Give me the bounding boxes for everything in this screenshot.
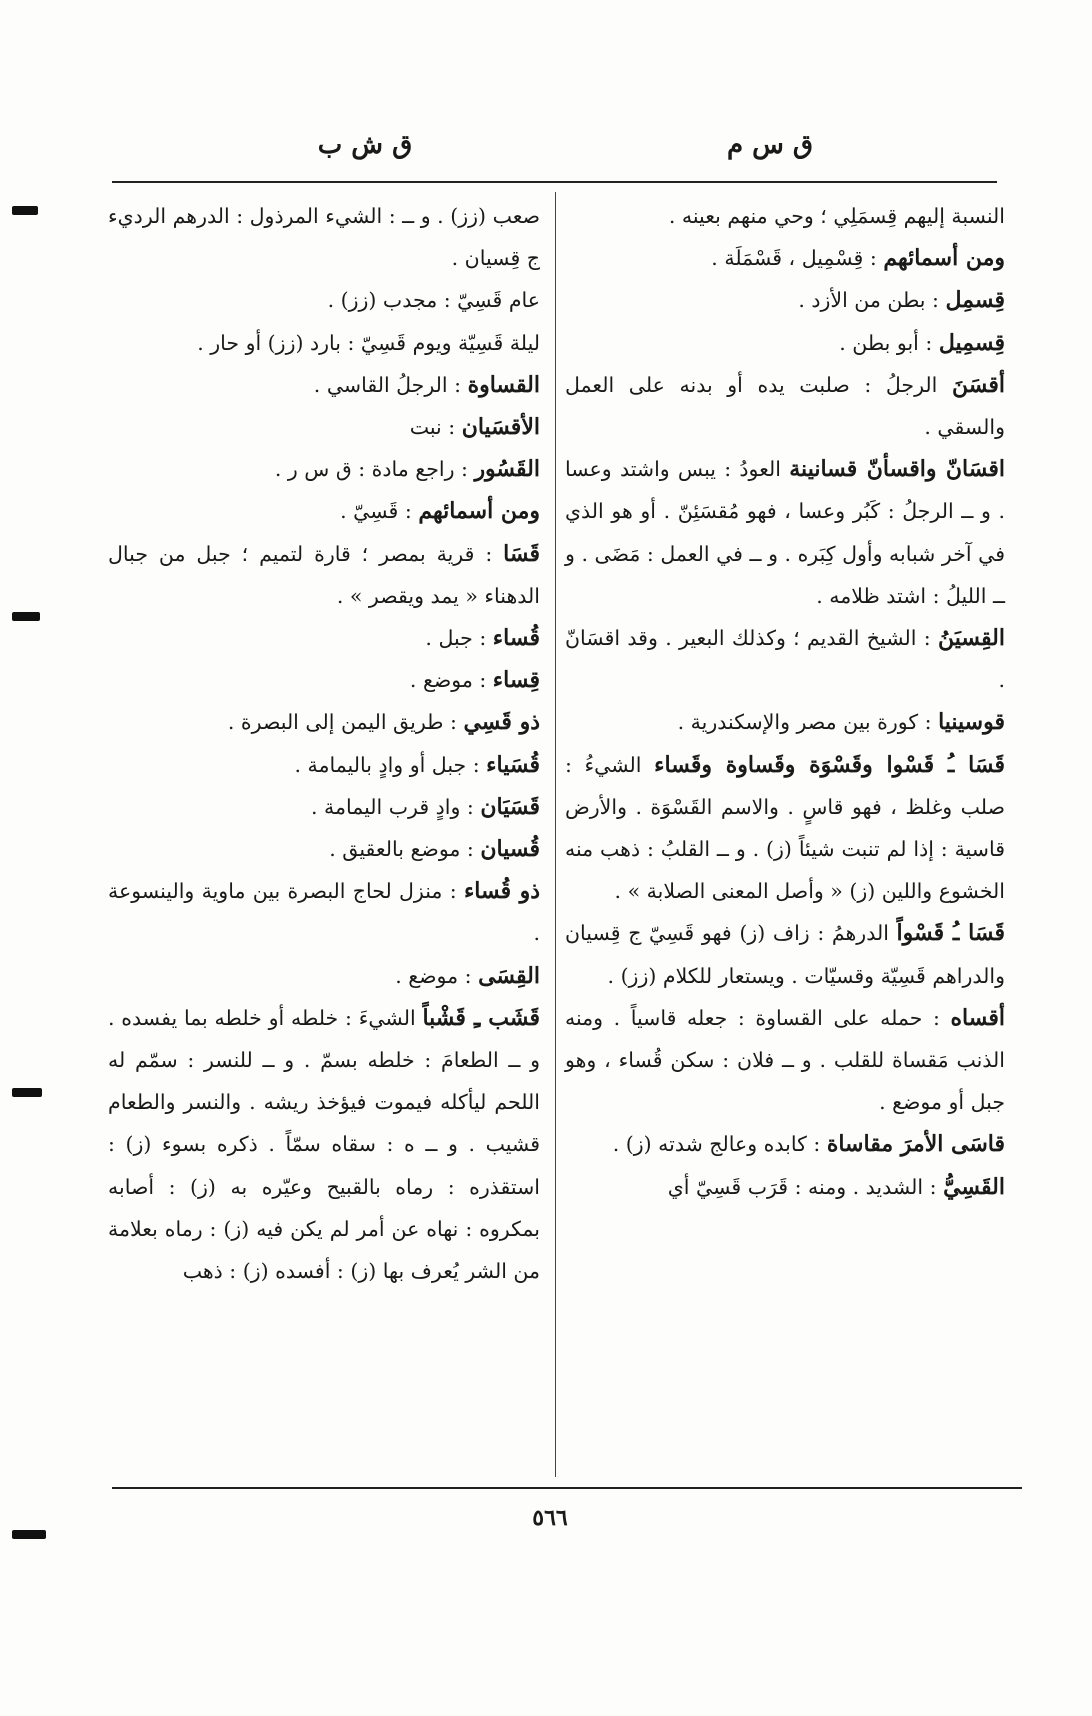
entry-headword: ومن أسمائهم (418, 498, 540, 525)
left-column (108, 195, 540, 1292)
dictionary-entry (565, 701, 1005, 743)
dictionary-entry (108, 406, 540, 448)
right-column (565, 195, 1005, 1208)
entry-headword: الأقسَيان (461, 414, 540, 441)
entry-headword: قوسينيا (938, 709, 1005, 736)
entry-definition: الدرهمُ : زاف (ز) فهو قَسِيّ ج قِسيان والدراهم قَسِيّة وقسيّات . ويستعار للكلام (زز) . (565, 921, 1005, 988)
dictionary-entry (565, 448, 1005, 617)
dictionary-entry (108, 490, 540, 532)
entry-headword: أقسَنَ (951, 371, 1005, 398)
dictionary-entry (108, 533, 540, 617)
entry-definition: : الشديد . ومنه : قَرَب قَسِيّ أي (667, 1174, 937, 1199)
footer-rule (112, 1487, 1022, 1489)
dictionary-entry (108, 828, 540, 870)
entry-definition: : كابده وعالج شدته (ز) . (612, 1132, 821, 1157)
dictionary-entry (565, 912, 1005, 996)
scan-margin-mark (12, 612, 40, 621)
entry-headword: ومن أسمائهم (883, 245, 1005, 272)
entry-definition: : قَسِيّ . (340, 499, 412, 524)
entry-definition: : كورة بين مصر والإسكندرية . (677, 710, 932, 735)
entry-definition: : جبل أو وادٍ باليمامة . (294, 752, 480, 777)
scan-margin-mark (12, 1530, 46, 1539)
dictionary-entry (108, 744, 540, 786)
entry-definition: صعب (زز) . و ــ : الشيء المرذول : الدرهم الرديء ج قِسيان . (108, 204, 540, 271)
entry-definition: عام قَسِيّ : مجدب (زز) . (327, 288, 540, 313)
entry-definition: : الرجلُ القاسي . (313, 372, 462, 397)
entry-definition: : بطن من الأزد . (798, 288, 939, 313)
dictionary-entry (565, 617, 1005, 701)
entry-definition: الرجلُ : صلبت يده أو بدنه على العمل والسقي . (565, 372, 1005, 440)
entry-definition: : قرية بمصر ؛ قارة لتميم ؛ جبل من جبال الدهناء « يمد ويقصر » . (108, 541, 540, 608)
dictionary-entry (108, 322, 540, 364)
dictionary-entry (565, 237, 1005, 279)
dictionary-entry (108, 279, 540, 321)
entry-headword: القِسَى (478, 962, 540, 989)
entry-definition: النسبة إليهم قِسمَلِي ؛ وحي منهم بعينه . (668, 204, 1005, 228)
dictionary-entry (565, 744, 1005, 913)
dictionary-entry (565, 1166, 1005, 1208)
entry-headword: القَسِيُّ (943, 1173, 1005, 1200)
entry-definition: العودُ : يبس واشتد وعسا . و ــ الرجلُ : كَبُر وعسا ، فهو مُقسَئِنّ . أو هو الذي في آخر شبابه وأول كِبَره . و ــ في العمل : مَضَى . و ــ الليلُ : اشتد ظلامه . (565, 457, 1005, 608)
dictionary-entry (108, 701, 540, 743)
entry-headword: قَسَا ـُ قَسْوا وقَسْوَة وقَساوة وقَساء (654, 751, 1005, 778)
dictionary-entry (565, 322, 1005, 364)
column-divider (555, 192, 556, 1477)
entry-definition: : الشيخ القديم ؛ وكذلك البعير . وقد اقسَانّ . (565, 626, 1005, 693)
entry-definition: ليلة قَسِيّة ويوم قَسِيّ : بارد (زز) أو حار . (197, 330, 540, 355)
entry-headword: القساوة (467, 371, 540, 398)
page-number: ٥٦٦ (532, 1505, 568, 1531)
entry-headword: قِسمِيل (938, 329, 1005, 356)
entry-definition: : نبت (409, 415, 456, 440)
dictionary-entry (108, 870, 540, 954)
dictionary-entry (565, 997, 1005, 1124)
entry-definition: : حمله على القساوة : جعله قاسياً . ومنه الذنب مَقساة للقلب . و ــ فلان : سكن قُساء ، وهو جبل أو موضع . (565, 1005, 1005, 1115)
header-rule (112, 181, 997, 183)
dictionary-entry (565, 279, 1005, 321)
entry-definition: : موضع . (409, 668, 487, 693)
dictionary-entry (565, 1123, 1005, 1165)
dictionary-entry (108, 364, 540, 406)
entry-headword: ذو قُساء (463, 878, 540, 905)
entry-headword: قاسَى الأمرَ مقاساة (826, 1131, 1005, 1158)
entry-definition: : منزل لحاج البصرة بين ماوية والينسوعة . (108, 879, 540, 946)
entry-headword: قَسَا (503, 540, 540, 567)
entry-definition: : أبو بطن . (839, 330, 933, 355)
entry-headword: قُسَياء (486, 751, 540, 778)
entry-headword: قِساء (492, 667, 540, 694)
entry-headword: قُسيان (480, 836, 540, 863)
entry-headword: قَسَا ـُ قَسْواً (896, 920, 1005, 947)
entry-definition: : جبل . (425, 626, 487, 651)
header-root-left: ق ش ب (317, 130, 413, 160)
entry-definition: : موضع بالعقيق . (329, 837, 474, 862)
entry-definition: الشيءَ : خلطه أو خلطه بما يفسده . و ــ الطعامَ : خلطه بسمّ . و ــ للنسر : سمّم له اللحم ليأكله فيموت فيؤخذ ريشه . والنسر والطعام قشيب . و ــ ه : سقاه سمّاً . ذكره بسوء (ز) : استقذره : رماه بالقبيح وعيّره به (ز) : أصابه بمكروه : نهاه عن أمر لم يكن فيه (ز) : رماه بعلامة من الشر يُعرف بها (ز) : أفسده (ز) : ذهب (108, 1005, 540, 1284)
scan-margin-mark (12, 206, 38, 215)
dictionary-entry (565, 195, 1005, 237)
dictionary-entry (108, 448, 540, 490)
dictionary-entry (108, 955, 540, 997)
entry-definition: الشيءُ : صلب وغلظ ، فهو قاسٍ . والاسم القَسْوَة . والأرض قاسية : إذا لم تنبت شيئاً (ز) . و ــ القلبُ : ذهب منه الخشوع واللين (ز) « وأصل المعنى الصلابة » . (565, 752, 1005, 904)
header-root-right: ق س م (726, 130, 814, 160)
entry-headword: قُساء (492, 625, 540, 652)
dictionary-entry (108, 617, 540, 659)
entry-headword: ذو قَسِي (463, 709, 540, 736)
entry-definition: : قِسْمِيل ، قَسْمَلَة . (711, 246, 877, 271)
entry-definition: : طريق اليمن إلى البصرة . (227, 710, 457, 735)
entry-headword: قِسمِل (945, 287, 1005, 314)
entry-headword: أقساه (950, 1004, 1005, 1031)
entry-headword: القَسُور (474, 456, 540, 483)
dictionary-entry (565, 364, 1005, 448)
scan-margin-mark (12, 1088, 42, 1097)
entry-headword: اقسَانّ واقسأنّ قسانينة (789, 456, 1005, 483)
dictionary-entry (108, 997, 540, 1292)
entry-headword: قَشَب ـِ قَشْباً (422, 1004, 540, 1031)
dictionary-entry (108, 659, 540, 701)
dictionary-entry (108, 786, 540, 828)
entry-definition: : وادٍ قرب اليمامة . (311, 794, 474, 819)
entry-headword: القِسيَنُ (938, 625, 1005, 652)
entry-definition: : راجع مادة : ق س ر . (274, 457, 468, 482)
dictionary-entry (108, 195, 540, 279)
entry-definition: : موضع . (395, 963, 472, 988)
entry-headword: قَسَيَان (480, 793, 540, 820)
